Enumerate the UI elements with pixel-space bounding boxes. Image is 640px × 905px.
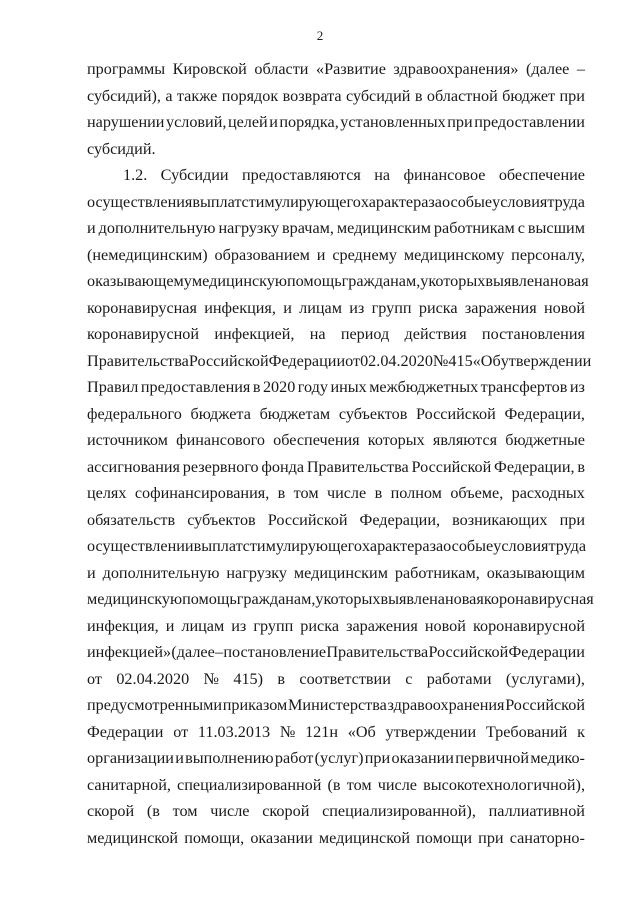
word: новая xyxy=(549,272,589,290)
word: 02.04.2020 xyxy=(116,669,190,688)
word: от xyxy=(173,722,189,741)
word: осуществлении xyxy=(87,537,194,555)
word: новая xyxy=(444,590,484,608)
word: которых xyxy=(323,590,381,608)
word: гражданам, xyxy=(341,272,421,290)
word: условий, xyxy=(165,113,227,131)
word: предоставлении xyxy=(474,113,585,131)
word: субсидий), xyxy=(87,86,161,105)
word: и xyxy=(283,298,292,317)
word: здравоохранения xyxy=(387,696,505,714)
text-line xyxy=(87,321,585,348)
word: труда xyxy=(547,192,585,211)
word: с xyxy=(405,669,413,688)
word: новой xyxy=(543,298,585,317)
text-line xyxy=(87,613,585,640)
word: медицинской xyxy=(318,828,410,847)
word: Российской xyxy=(188,351,269,370)
word: целей xyxy=(227,113,268,131)
word: Федерации, xyxy=(359,510,441,529)
word: 415 xyxy=(448,351,473,370)
word: на xyxy=(374,166,391,184)
word: выполнению xyxy=(185,749,274,767)
word: числе xyxy=(326,484,367,502)
text-line xyxy=(87,242,585,269)
word: приказом xyxy=(222,696,288,714)
word: медико- xyxy=(530,749,585,767)
text-line xyxy=(87,268,589,295)
text-line xyxy=(87,348,592,375)
word: и xyxy=(87,563,96,582)
word: «Об xyxy=(347,722,376,741)
word: медицинскую xyxy=(191,272,287,290)
word: Правительства xyxy=(326,643,429,661)
text-line xyxy=(87,162,585,189)
word: высокотехнологичной), xyxy=(423,775,585,794)
word: Федерации xyxy=(508,643,585,661)
word: источником xyxy=(87,431,168,449)
word: на xyxy=(309,325,326,343)
word: году xyxy=(297,378,328,396)
word: особые xyxy=(443,537,494,555)
word: – xyxy=(215,643,224,661)
word: здравоохранения» xyxy=(393,60,519,78)
word: Кировской xyxy=(172,60,247,78)
word: бюджетные xyxy=(505,431,585,449)
word: которых xyxy=(428,272,486,290)
word: оказании xyxy=(250,828,313,847)
word: предусмотренными xyxy=(87,696,223,714)
word: субъектов xyxy=(187,510,256,529)
word: которых xyxy=(367,431,425,449)
word: период xyxy=(340,325,390,343)
word: персоналу, xyxy=(511,245,585,264)
word: 1.2. xyxy=(123,166,148,184)
text-line xyxy=(87,136,585,163)
word: области xyxy=(254,60,309,78)
word: (в xyxy=(327,775,341,794)
word: «Об xyxy=(472,351,501,370)
word: обеспечения xyxy=(273,431,360,449)
word: Российской xyxy=(428,643,509,661)
word: групп xyxy=(371,298,412,317)
word: медицинскую xyxy=(87,590,183,608)
text-line xyxy=(87,56,585,83)
word: труда xyxy=(548,537,587,555)
word: при xyxy=(364,749,391,767)
word: выявлена xyxy=(380,590,445,608)
word: и xyxy=(165,616,175,635)
word: условия xyxy=(493,537,549,555)
word: (услуг) xyxy=(314,749,364,767)
word: работникам xyxy=(433,219,515,237)
word: заражения xyxy=(464,298,537,317)
word: групп xyxy=(253,616,294,635)
text-line xyxy=(87,215,585,242)
word: инфекция, xyxy=(87,616,159,635)
text-line xyxy=(87,480,585,507)
word: организации xyxy=(87,749,174,767)
word: от xyxy=(345,351,361,370)
word: с xyxy=(517,219,525,237)
word: помощь xyxy=(182,590,237,608)
word: характера xyxy=(360,192,429,211)
word: Российской xyxy=(267,510,348,529)
word: выплат xyxy=(192,192,242,211)
word: помощь xyxy=(286,272,342,290)
word: у xyxy=(420,272,429,290)
word: первичной xyxy=(455,749,530,767)
word: скорой xyxy=(262,802,310,820)
word: ассигнования xyxy=(87,457,180,476)
word: том xyxy=(172,802,198,820)
word: утверждении xyxy=(500,351,592,370)
word: гражданам, xyxy=(236,590,316,608)
word: и xyxy=(316,245,326,264)
word: нагрузку xyxy=(226,563,287,582)
word: медицинской xyxy=(87,828,179,847)
text-line xyxy=(87,798,585,825)
word: (далее xyxy=(525,60,570,78)
text-line xyxy=(87,745,585,772)
word: порядка, xyxy=(279,113,339,131)
word: инфекцией, xyxy=(214,325,295,343)
body-text xyxy=(87,56,594,851)
word: Федерации xyxy=(268,351,346,370)
word: инфекция, xyxy=(204,298,276,317)
word: Российской xyxy=(411,457,492,476)
text-line xyxy=(87,427,585,454)
word: скорой xyxy=(87,802,135,820)
word: к xyxy=(577,722,585,741)
word: областной xyxy=(426,86,498,105)
word: федерального xyxy=(87,404,182,423)
word: образованием xyxy=(214,245,310,264)
word: работ xyxy=(274,749,314,767)
word: Федерации, xyxy=(504,404,585,423)
text-line xyxy=(87,719,585,746)
text-line xyxy=(87,507,585,534)
word: порядок xyxy=(221,86,279,105)
word: в xyxy=(577,457,585,476)
word: резервного xyxy=(182,457,259,476)
word: бюджета xyxy=(190,404,251,423)
word: возникающих xyxy=(452,510,548,529)
word: объеме, xyxy=(450,484,504,502)
word: числе xyxy=(210,802,250,820)
word: 11.03.2013 xyxy=(197,722,271,741)
text-line xyxy=(87,533,585,560)
word: а xyxy=(165,86,173,105)
word: соответствии xyxy=(299,669,391,688)
word: медицинскому xyxy=(403,245,505,264)
word: лицам xyxy=(181,616,225,635)
text-line xyxy=(87,560,585,587)
word: среднему xyxy=(332,245,397,264)
word: целях xyxy=(87,484,127,502)
text-line xyxy=(87,295,585,322)
word: санитарной, xyxy=(87,775,171,794)
word: паллиативной xyxy=(488,802,585,820)
word: из xyxy=(569,378,585,396)
word: субъектов xyxy=(338,404,408,423)
word: утверждении xyxy=(385,722,477,741)
word: коронавирусная xyxy=(483,590,594,608)
text-line xyxy=(87,772,585,799)
word: постановление xyxy=(223,643,327,661)
word: при xyxy=(559,86,585,105)
word: полном xyxy=(390,484,442,502)
word: помощи xyxy=(416,828,473,847)
word: оказании xyxy=(391,749,454,767)
word: Правительства xyxy=(87,351,189,370)
word: Требований xyxy=(485,722,568,741)
word: в xyxy=(374,484,383,502)
word: трансфертов xyxy=(480,378,568,396)
word: и xyxy=(269,113,278,131)
text-line xyxy=(87,109,585,136)
word: обязательств xyxy=(87,510,176,529)
word: в xyxy=(414,86,423,105)
word: нагрузку xyxy=(218,219,280,237)
word: бюджетам xyxy=(259,404,331,423)
word: и xyxy=(87,219,96,237)
word: характера xyxy=(362,537,430,555)
word: особые xyxy=(442,192,493,211)
word: действия xyxy=(404,325,467,343)
word: (далее xyxy=(171,643,215,661)
word: фонда xyxy=(261,457,305,476)
word: коронавирусной xyxy=(87,325,200,343)
word: высшим xyxy=(527,219,585,237)
word: оказывающему xyxy=(87,272,192,290)
word: медицинским xyxy=(293,563,388,582)
word: работникам, xyxy=(394,563,480,582)
word: (в xyxy=(146,802,160,820)
word: стимулирующего xyxy=(241,192,361,211)
word: из xyxy=(349,298,365,317)
word: софинансирования, xyxy=(134,484,270,502)
word: инфекцией» xyxy=(87,643,172,661)
word: заражения xyxy=(346,616,418,635)
word: за xyxy=(429,537,444,555)
word: (немедицинским) xyxy=(87,245,208,264)
word: Министерства xyxy=(288,696,387,714)
word: иных xyxy=(330,378,367,396)
word: от xyxy=(87,669,102,688)
word: субсидий. xyxy=(87,139,156,158)
word: новой xyxy=(424,616,466,635)
text-line xyxy=(87,666,585,693)
word: предоставляются xyxy=(241,166,361,184)
text-line xyxy=(87,586,594,613)
word: расходных xyxy=(511,484,585,502)
word: специализированной xyxy=(177,775,322,794)
word: у xyxy=(315,590,324,608)
word: (услугами), xyxy=(505,669,585,688)
word: нарушении xyxy=(87,113,165,131)
word: из xyxy=(231,616,247,635)
word: – xyxy=(576,60,585,78)
word: 121н xyxy=(305,722,339,741)
word: бюджет xyxy=(502,86,556,105)
word: при xyxy=(559,510,585,529)
word: Правительства xyxy=(306,457,409,476)
word: дополнительную xyxy=(98,219,216,237)
word: специализированной), xyxy=(322,802,476,820)
word: выявлена xyxy=(485,272,550,290)
word: и xyxy=(175,749,184,767)
text-line xyxy=(87,401,585,428)
text-line xyxy=(87,189,585,216)
word: риска xyxy=(418,298,458,317)
word: в xyxy=(277,484,286,502)
word: № xyxy=(432,351,449,370)
word: предоставления xyxy=(140,378,251,396)
word: являются xyxy=(432,431,498,449)
word: лицам xyxy=(299,298,342,317)
text-line xyxy=(87,454,585,481)
word: 2020 xyxy=(262,378,296,396)
word: том xyxy=(346,775,372,794)
word: при xyxy=(447,113,473,131)
word: при xyxy=(478,828,504,847)
word: врачам, xyxy=(282,219,334,237)
word: № xyxy=(203,669,219,688)
word: коронавирусной xyxy=(472,616,585,635)
word: за xyxy=(428,192,442,211)
word: выплат xyxy=(193,537,243,555)
word: помощи, xyxy=(184,828,245,847)
word: коронавирусная xyxy=(87,298,197,317)
word: том xyxy=(293,484,319,502)
word: обеспечение xyxy=(498,166,585,184)
word: межбюджетных xyxy=(369,378,479,396)
word: Российской xyxy=(505,696,585,714)
word: условия xyxy=(492,192,548,211)
word: Федерации xyxy=(87,722,164,741)
word: Правил xyxy=(87,378,139,396)
word: санаторно- xyxy=(509,828,585,847)
word: осуществления xyxy=(87,192,193,211)
word: возврата xyxy=(282,86,342,105)
text-line xyxy=(87,639,585,666)
text-line xyxy=(87,825,585,852)
word: в xyxy=(252,378,261,396)
word: оказывающим xyxy=(486,563,585,582)
page-number: 2 xyxy=(316,28,324,43)
word: Федерации, xyxy=(494,457,575,476)
word: также xyxy=(176,86,218,105)
word: Субсидии xyxy=(160,166,229,184)
word: программы xyxy=(87,60,166,78)
word: финансового xyxy=(176,431,265,449)
word: риска xyxy=(300,616,340,635)
word: дополнительную xyxy=(102,563,220,582)
word: финансовое xyxy=(403,166,486,184)
text-line xyxy=(87,692,585,719)
word: работами xyxy=(426,669,492,688)
word: субсидий xyxy=(345,86,411,105)
text-line xyxy=(87,83,585,110)
word: числе xyxy=(377,775,417,794)
word: постановления xyxy=(481,325,585,343)
word: установленных xyxy=(340,113,446,131)
text-line xyxy=(87,374,585,401)
word: «Развитие xyxy=(316,60,386,78)
word: Российской xyxy=(416,404,496,423)
word: стимулирующего xyxy=(242,537,363,555)
word: 02.04.2020 xyxy=(360,351,433,370)
word: 415) xyxy=(233,669,264,688)
word: № xyxy=(279,722,296,741)
word: медицинским xyxy=(336,219,431,237)
word: в xyxy=(277,669,286,688)
